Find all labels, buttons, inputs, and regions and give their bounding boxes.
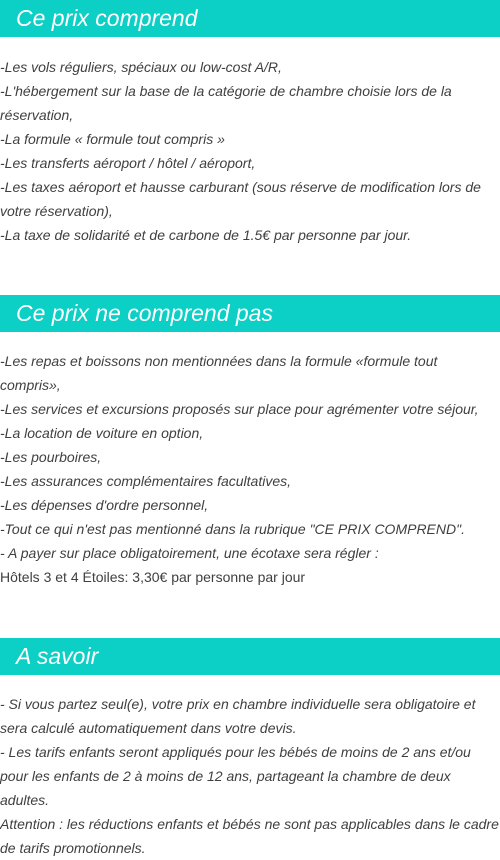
section-body-ce-prix-comprend (0, 55, 500, 247)
list-item: -Les assurances complémentaires facultatives, (0, 473, 292, 489)
list-item: Attention : les réductions enfants et bébés ne sont pas applicables dans le cadre de tarifs promotionnels. (0, 816, 499, 856)
list-item: -Tout ce qui n'est pas mentionné dans la rubrique "CE PRIX COMPREND". (0, 521, 465, 537)
list-item: -Les repas et boissons non mentionnées dans la formule «formule tout compris», (0, 353, 438, 393)
section-header-ce-prix-comprend (0, 0, 500, 37)
list-item: -Les taxes aéroport et hausse carburant (sous réserve de modification lors de votre réservation), (0, 179, 481, 219)
list-item: -La formule « formule tout compris » (0, 131, 225, 147)
section-body-ce-prix-ne-comprend-pas (0, 349, 500, 589)
list-item: - A payer sur place obligatoirement, une écotaxe sera régler : (0, 545, 379, 561)
list-item: -La taxe de solidarité et de carbone de 1.5€ par personne par jour. (0, 227, 412, 243)
ecotaxe-rate: Hôtels 3 et 4 Étoiles: 3,30€ par personne par jour (0, 569, 306, 585)
list-item: - Les tarifs enfants seront appliqués pour les bébés de moins de 2 ans et/ou pour les enfants de 2 à moins de 12 ans, partageant la chambre de deux adultes. (0, 744, 471, 808)
list-item: -La location de voiture en option, (0, 425, 204, 441)
list-item: -Les services et excursions proposés sur place pour agrémenter votre séjour, (0, 401, 479, 417)
list-item: -Les vols réguliers, spéciaux ou low-cost A/R, (0, 59, 282, 75)
section-header-ce-prix-ne-comprend-pas (0, 295, 500, 332)
section-header-a-savoir (0, 638, 500, 675)
section-title: Ce prix comprend (16, 5, 198, 31)
section-title: Ce prix ne comprend pas (16, 300, 273, 326)
list-item: -Les transferts aéroport / hôtel / aéroport, (0, 155, 256, 171)
list-item: -Les pourboires, (0, 449, 102, 465)
list-item: -Les dépenses d'ordre personnel, (0, 497, 209, 513)
list-item: - Si vous partez seul(e), votre prix en chambre individuelle sera obligatoire et sera calculé automatiquement dans votre devis. (0, 696, 476, 736)
section-title: A savoir (16, 643, 99, 669)
list-item: -L'hébergement sur la base de la catégorie de chambre choisie lors de la réservation, (0, 83, 452, 123)
